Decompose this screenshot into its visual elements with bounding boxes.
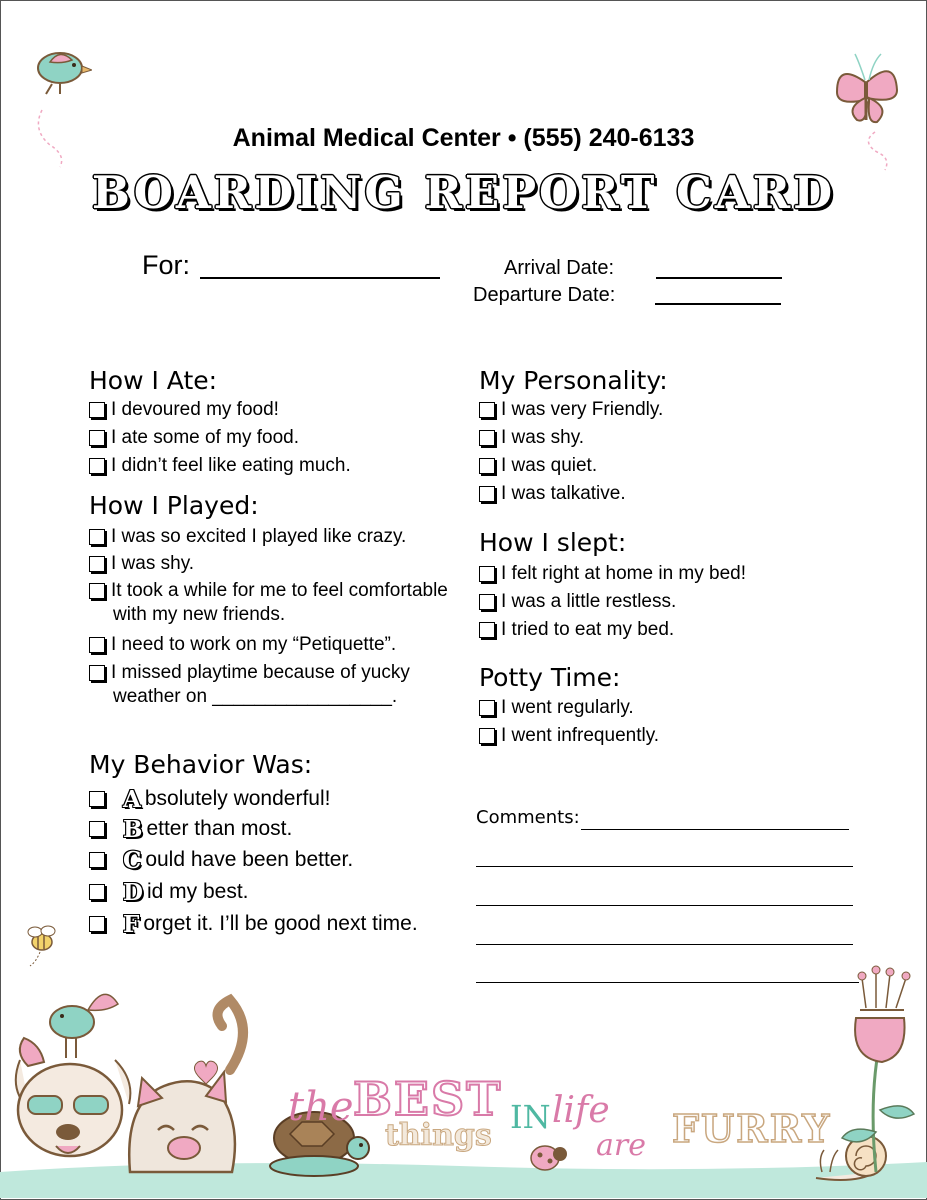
- checkbox[interactable]: [89, 583, 105, 599]
- tagline-word: BEST: [353, 1072, 503, 1126]
- list-item[interactable]: I was very Friendly.: [479, 398, 663, 426]
- list-item[interactable]: I went infrequently.: [479, 724, 659, 752]
- for-label: For:: [142, 250, 191, 280]
- checkbox[interactable]: [89, 556, 105, 572]
- bottom-illustration: [0, 910, 927, 1198]
- grade-f[interactable]: F orget it. I’ll be good next time.: [89, 908, 418, 940]
- how-i-played-list: [89, 525, 448, 709]
- checkbox[interactable]: [89, 665, 105, 681]
- list-item[interactable]: I tried to eat my bed.: [479, 618, 746, 646]
- list-item[interactable]: I was a little restless.: [479, 590, 746, 618]
- list-item[interactable]: I didn’t feel like eating much.: [89, 454, 351, 482]
- bee-icon: [28, 926, 55, 966]
- checkbox[interactable]: [89, 791, 105, 807]
- checkbox[interactable]: [89, 402, 105, 418]
- how-i-slept-list: [479, 562, 746, 646]
- list-item[interactable]: I devoured my food!: [89, 398, 351, 426]
- tagline-word: the: [288, 1084, 354, 1130]
- comments-field[interactable]: [476, 905, 853, 906]
- clinic-line: Animal Medical Center • (555) 240-6133: [232, 124, 695, 152]
- list-item[interactable]: I was so excited I played like crazy.: [89, 525, 448, 552]
- tagline-word: FURRY: [672, 1106, 832, 1151]
- cat-icon: [129, 1000, 243, 1172]
- list-item[interactable]: I was quiet.: [479, 454, 663, 482]
- arrival-field[interactable]: [656, 277, 782, 279]
- comments-field[interactable]: [581, 829, 849, 830]
- potty-time-heading: Potty Time:: [479, 663, 621, 692]
- page-title: BOARDING REPORT CARD: [91, 166, 836, 219]
- departure-label: Departure Date:: [473, 284, 616, 306]
- checkbox[interactable]: [479, 430, 495, 446]
- checkbox[interactable]: [479, 594, 495, 610]
- tagline-word: IN: [510, 1098, 551, 1136]
- checkbox[interactable]: [479, 728, 495, 744]
- checkbox[interactable]: [89, 884, 105, 900]
- checkbox[interactable]: [89, 529, 105, 545]
- potty-time-list: [479, 696, 659, 752]
- list-item[interactable]: I was shy.: [479, 426, 663, 454]
- comments-field[interactable]: [476, 866, 853, 867]
- how-i-played-heading: How I Played:: [89, 491, 259, 520]
- behavior-heading: My Behavior Was:: [89, 750, 313, 779]
- tagline-word: things: [385, 1118, 492, 1153]
- list-item[interactable]: I need to work on my “Petiquette”.: [89, 633, 448, 661]
- bird-icon: [50, 994, 118, 1058]
- heart-icon: [194, 1061, 217, 1084]
- list-item[interactable]: I was talkative.: [479, 482, 663, 510]
- list-item-continuation: weather on _________________.: [113, 686, 398, 707]
- checkbox[interactable]: [479, 700, 495, 716]
- checkbox[interactable]: [479, 486, 495, 502]
- for-field[interactable]: [200, 277, 440, 279]
- checkbox[interactable]: [89, 430, 105, 446]
- list-item[interactable]: I missed playtime because of yucky: [89, 661, 448, 685]
- list-item[interactable]: I felt right at home in my bed!: [479, 562, 746, 590]
- personality-list: [479, 398, 663, 510]
- list-item[interactable]: I was shy.: [89, 552, 448, 579]
- ladybug-icon: [531, 1146, 567, 1170]
- personality-heading: My Personality:: [479, 366, 668, 395]
- checkbox[interactable]: [89, 637, 105, 653]
- list-item[interactable]: I went regularly.: [479, 696, 659, 724]
- departure-field[interactable]: [655, 303, 781, 305]
- checkbox[interactable]: [479, 622, 495, 638]
- tagline-word: life: [552, 1090, 610, 1131]
- checkbox[interactable]: [479, 566, 495, 582]
- grade-b[interactable]: B etter than most.: [89, 814, 418, 844]
- comments-label: Comments:: [476, 807, 580, 828]
- checkbox[interactable]: [89, 852, 105, 868]
- tagline-word: are: [596, 1128, 646, 1163]
- list-item[interactable]: I ate some of my food.: [89, 426, 351, 454]
- grade-c[interactable]: C ould have been better.: [89, 844, 418, 876]
- grade-a[interactable]: A bsolutely wonderful!: [89, 784, 418, 814]
- checkbox[interactable]: [89, 458, 105, 474]
- arrival-label: Arrival Date:: [504, 257, 615, 279]
- dog-icon: [16, 1038, 131, 1156]
- checkbox[interactable]: [89, 821, 105, 837]
- checkbox[interactable]: [479, 402, 495, 418]
- how-i-ate-list: [89, 398, 351, 482]
- checkbox[interactable]: [479, 458, 495, 474]
- grade-d[interactable]: D id my best.: [89, 876, 418, 908]
- how-i-slept-heading: How I slept:: [479, 528, 627, 557]
- list-item[interactable]: It took a while for me to feel comfortable: [89, 579, 448, 603]
- list-item-continuation: with my new friends.: [113, 604, 286, 625]
- how-i-ate-heading: How I Ate:: [89, 366, 218, 395]
